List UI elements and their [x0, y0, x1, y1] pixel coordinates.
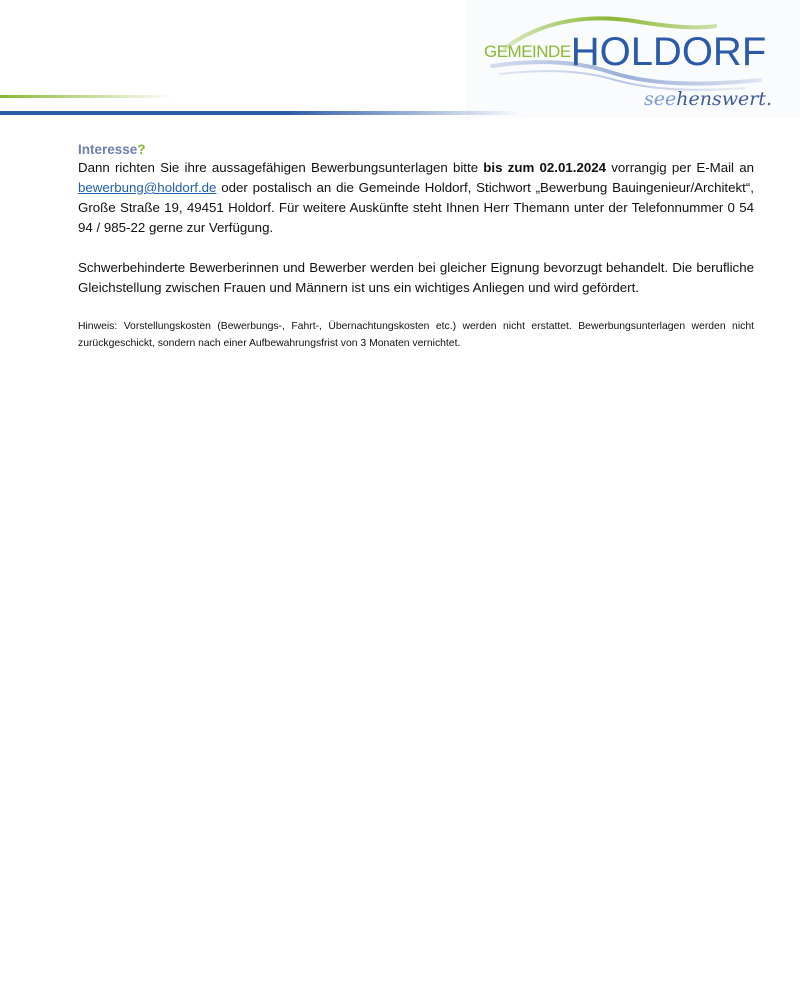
section-heading: [78, 142, 754, 157]
blue-rule: [0, 111, 520, 115]
equality-paragraph: Schwerbehinderte Bewerberinnen und Bewerber werden bei gleicher Eignung bevorzugt behandelt. Die berufliche Gleichstellung zwischen Frauen und Männern ist uns ein wichtiges Anliegen und wird gefördert.: [78, 260, 754, 295]
slogan-see: see: [644, 88, 677, 110]
logo-gemeinde-word: GEMEINDE: [484, 42, 571, 61]
email-link[interactable]: bewerbung@holdorf.de: [78, 180, 217, 195]
heading-question-mark: ?: [137, 142, 146, 157]
notice-paragraph: Hinweis: Vorstellungskosten (Bewerbungs-, Fahrt-, Übernachtungskosten etc.) werden nicht erstattet. Bewerbungsunterlagen werden nicht zurückgeschickt, sondern nach einer Aufbewahrungsfrist von 3 Monaten vernichtet.: [78, 321, 754, 349]
page-header: [0, 0, 800, 120]
green-rule: [0, 95, 175, 98]
logo-slogan: [644, 88, 772, 110]
para1-text-3: oder postalisch an die Gemeinde Holdorf, Stichwort „Bewerbung Bauingenieur/Architekt“, Große Straße 19, 49451 Holdorf. Für weitere Auskünfte steht Ihnen Herr Themann unter der Telefonnummer 0 54 94 / 985-22 gerne zur Verfügung.: [78, 180, 754, 235]
document-body: [78, 142, 754, 352]
logo-holdorf-word: HOLDORF: [570, 30, 767, 74]
heading-text: Interesse: [78, 142, 138, 157]
slogan-rest: henswert.: [676, 88, 772, 110]
para1-text-2: vorrangig per E-Mail an: [606, 160, 754, 175]
gemeinde-holdorf-logo: [484, 30, 766, 75]
deadline-date: bis zum 02.01.2024: [483, 160, 607, 175]
para1-text-1: Dann richten Sie ihre aussagefähigen Bewerbungsunterlagen bitte: [78, 160, 484, 175]
application-paragraph: [78, 158, 754, 238]
